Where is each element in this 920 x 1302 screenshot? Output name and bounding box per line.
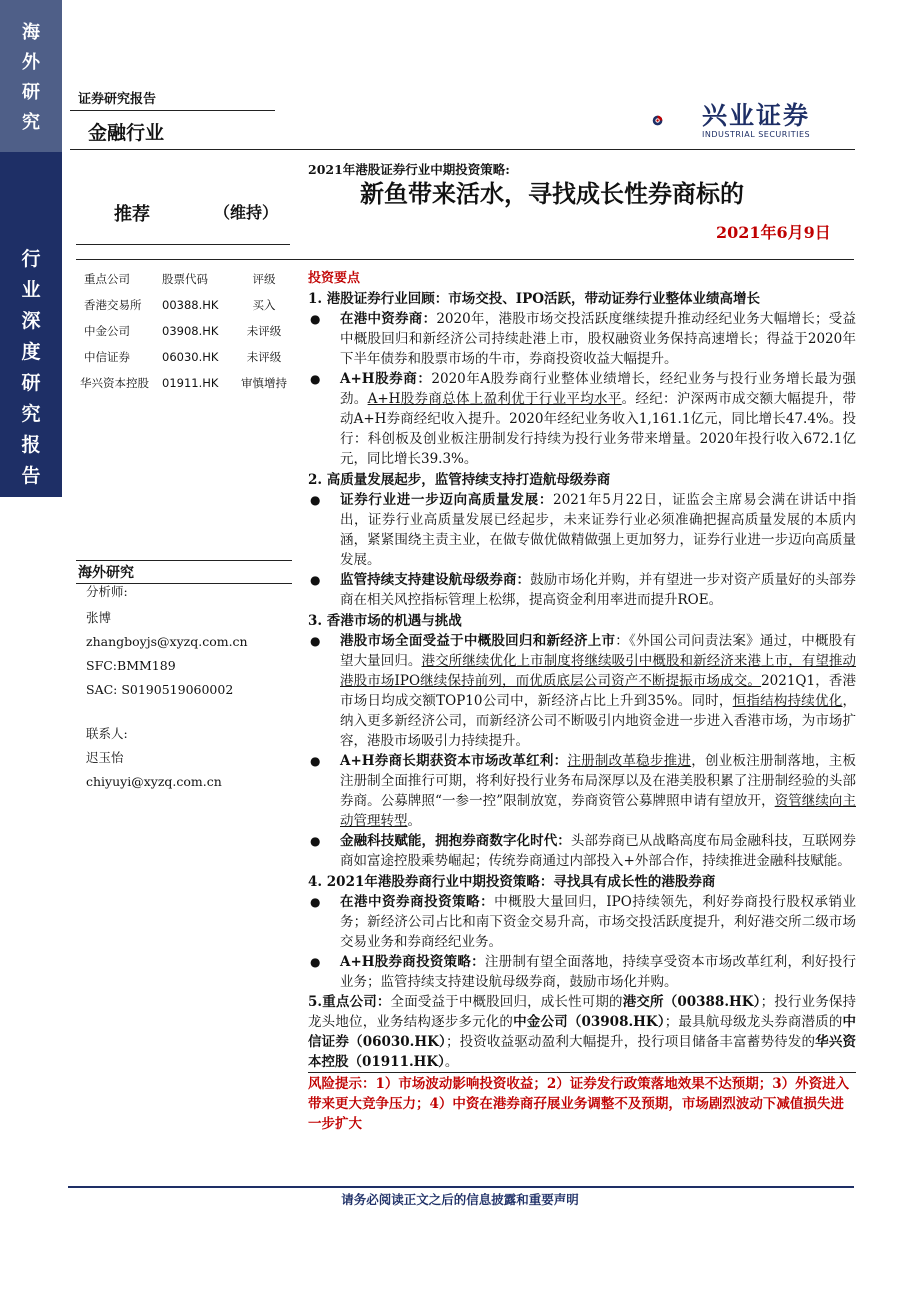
bullet-text: 2020年A股券商行业整体业绩增长，经纪业务与投行业务增长最为强劲。 <box>340 371 856 407</box>
sidebar-char: 研 <box>21 372 41 394</box>
bullet-text: 2020年，港股市场交投活跃度继续提升推动经纪业务大幅增长；受益中概股回归和新经济公司持续赴港上市，股权融资业务保持高速增长；得益于2020年下半年债券和股票市场的牛市，券商投资收益大幅提升。 <box>340 311 856 367</box>
bullet-text: 。经纪：沪深两市成交额大幅提升，带动A+H券商经纪收入提升。2020年经纪业务收入1,161.1亿元，同比增长47.4%。投行：科创板及创业板注册制发行持续为投行业务带来增量。2020年投行收入672.1亿元，同比增长39.3%。 <box>340 391 856 467</box>
logo-name: 兴业证券 <box>702 101 811 130</box>
stock-code: 03908.HK <box>162 324 219 338</box>
bullet-text: 注册制有望全面落地，持续享受资本市场改革红利，利好投行业务；监管持续支持建设航母级券商，鼓励市场化并购。 <box>340 954 856 990</box>
section-4-title: 4. 2021年港股券商行业中期投资策略：寻找具有成长性的港股券商 <box>308 874 716 890</box>
company-highlight: 中金公司（03908.HK） <box>513 1014 665 1030</box>
company-highlight: 华兴资本控股（01911.HK） <box>308 1034 857 1070</box>
stock-code: 01911.HK <box>162 376 219 390</box>
stock-code: 06030.HK <box>162 350 219 364</box>
bullet-item <box>308 831 856 871</box>
rating: 推荐 <box>114 204 150 225</box>
footer-rule <box>68 1186 854 1188</box>
company-name: 香港交易所 <box>84 298 142 312</box>
header-bottom-rule <box>70 149 855 150</box>
contact-name: 迟玉怡 <box>86 750 124 765</box>
bullet-underlined-text: 恒指结构持续优化 <box>732 693 843 709</box>
bullet-lead: 金融科技赋能，拥抱券商数字化时代： <box>340 833 571 849</box>
bullet-lead: A+H股券商投资策略： <box>340 954 485 970</box>
contact-label: 联系人: <box>86 726 128 741</box>
bullet-item <box>308 952 856 992</box>
stock-code: 00388.HK <box>162 298 219 312</box>
sidebar-char: 研 <box>22 82 40 103</box>
bullet-underlined-text: 注册制改革稳步推进 <box>567 753 692 769</box>
sidebar-char: 度 <box>21 341 41 363</box>
paragraph-text: ；投行业务保持龙头地位，业务结构逐步多元化的 <box>308 994 857 1030</box>
company-rating: 审慎增持 <box>241 376 287 390</box>
overseas-research-title: 海外研究 <box>76 560 292 584</box>
company-name: 华兴资本控股 <box>80 376 149 390</box>
bullet-text: 头部券商已从战略高度布局金融科技，互联网券商如富途控股乘势崛起；传统券商通过内部投入+外部合作，持续推进金融科技赋能。 <box>340 833 857 869</box>
company-rating: 买入 <box>252 298 276 312</box>
company-name: 中金公司 <box>84 324 130 338</box>
company-name: 中信证券 <box>84 350 130 364</box>
sidebar-char: 行 <box>21 248 41 270</box>
table-header-cell: 评级 <box>252 272 276 286</box>
bullet-text: 2021Q1，香港市场日均成交额TOP10公司中，新经济占比上升到35%。同时， <box>340 673 857 709</box>
paragraph-text: 全面受益于中概股回归，成长性可期的 <box>390 994 623 1010</box>
table-header-row <box>78 266 290 292</box>
sidebar-char: 究 <box>22 112 40 133</box>
bullet-underlined-text: 港交所继续优化上市制度将继续吸引中概股和新经济来港上市，有望推动港股市场IPO继续保持前列，而优质底层公司资产不断提振市场成交。 <box>340 653 857 689</box>
bullet-text: 中概股大量回归，IPO持续领先，利好券商投行股权承销业务；新经济公司占比和南下资金交易升高，市场交投活跃度提升，利好港交所二级市场交易业务和券商经纪业务。 <box>340 894 857 950</box>
company-rating: 未评级 <box>246 350 282 364</box>
paragraph-lead: 5.重点公司： <box>308 994 391 1010</box>
bullet-text: 鼓励市场化并购，并有望进一步对资产质量好的头部券商在相关风控指标管理上松绑，提高资金利用率进而提升ROE。 <box>340 572 857 608</box>
analyst-name: 张博 <box>86 610 112 625</box>
key-companies-paragraph <box>308 992 856 1072</box>
bullet-item <box>308 309 856 369</box>
table-row <box>78 344 290 370</box>
section-2-title: 2. 高质量发展起步，监管持续支持打造航母级券商 <box>308 472 611 488</box>
bullet-item <box>308 570 856 610</box>
report-subtitle: 2021年港股证券行业中期投资策略: <box>308 162 510 177</box>
report-title: 新鱼带来活水，寻找成长性券商标的 <box>360 180 744 208</box>
bullet-text: ：《外国公司问责法案》通过，中概股有望大量回归。 <box>340 633 857 669</box>
bullet-item <box>308 751 856 831</box>
table-row <box>78 370 290 396</box>
table-header-cell: 重点公司 <box>84 272 130 286</box>
sidebar-char: 业 <box>21 279 41 301</box>
bullet-lead: A+H股券商： <box>340 371 432 387</box>
sidebar-mid-label <box>0 244 62 492</box>
risk-warning: 风险提示：1）市场波动影响投资收益；2）证券发行政策落地效果不达预期；3）外资进入带来更大竞争压力；4）中资在港券商孖展业务调整不及预期，市场剧烈波动下减值损失进一步扩大 <box>308 1072 856 1134</box>
sidebar-top-label <box>0 18 62 138</box>
date-rule <box>76 259 854 260</box>
sidebar-char: 报 <box>21 434 41 456</box>
key-points-heading: 投资要点 <box>308 271 361 286</box>
bullet-lead: 在港中资券商： <box>340 311 437 327</box>
bullet-lead: 证券行业进一步迈向高质量发展： <box>340 492 554 508</box>
bullet-item <box>308 490 856 570</box>
paragraph-text: ；投资收益驱动盈利大幅提升，投行项目储备丰富蓄势待发的 <box>445 1034 816 1050</box>
bullet-underlined-text: A+H股券商总体上盈利优于行业平均水平 <box>367 391 622 407</box>
section-3-title: 3. 香港市场的机遇与挑战 <box>308 613 462 629</box>
bullet-underlined-text: 资管继续向主动管理转型 <box>340 793 856 829</box>
bullet-lead: A+H券商长期获资本市场改革红利： <box>340 753 568 769</box>
bullet-lead: 港股市场全面受益于中概股回归和新经济上市 <box>340 633 616 649</box>
rating-status: （维持） <box>214 203 279 222</box>
bullet-item <box>308 892 856 952</box>
company-logo <box>652 96 698 146</box>
sidebar-char: 海 <box>22 22 40 43</box>
paragraph-text: ；最具航母级龙头券商潜质的 <box>664 1014 843 1030</box>
key-companies-table <box>78 266 290 396</box>
footer-disclaimer: 请务必阅读正文之后的信息披露和重要声明 <box>341 1192 579 1207</box>
report-date: 2021年6月9日 <box>716 223 831 242</box>
analyst-email[interactable]: zhangboyjs@xyzq.com.cn <box>86 634 248 649</box>
industry-name: 金融行业 <box>88 122 165 144</box>
table-header-cell: 股票代码 <box>162 272 208 286</box>
section-1-title: 1. 港股证券行业回顾：市场交投、IPO活跃，带动证券行业整体业绩高增长 <box>308 291 761 307</box>
sidebar-char: 外 <box>22 52 40 73</box>
rating-rule <box>76 244 290 245</box>
sidebar-char: 告 <box>21 465 41 487</box>
bullet-text: ，创业板注册制落地，主板注册制全面推行可期，将利好投行业务布局深厚以及在港美股积累了注册制经验的头部券商。公募牌照“一参一控”限制放宽，券商资管公募牌照申请有望放开， <box>340 753 857 809</box>
sidebar <box>0 0 62 1302</box>
bullet-lead: 在港中资券商投资策略： <box>340 894 495 910</box>
bullet-item <box>308 369 856 469</box>
table-row <box>78 318 290 344</box>
header-rule <box>70 110 275 111</box>
report-type: 证券研究报告 <box>78 92 157 107</box>
analyst-sfc: SFC:BMM189 <box>86 658 176 673</box>
bullet-text: 。 <box>407 813 421 829</box>
company-highlight: 中信证券（06030.HK） <box>308 1014 857 1050</box>
company-highlight: 港交所（00388.HK） <box>622 994 761 1010</box>
logo-subtitle: INDUSTRIAL SECURITIES <box>702 130 811 139</box>
report-body <box>308 270 856 1134</box>
bullet-text: 2021年5月22日，证监会主席易会满在讲话中指出，证券行业高质量发展已经起步，未来证券行业必须准确把握高质量发展的本质内涵，紧紧围绕主责主业，在做专做优做精做强上更加努力，证券行业进一步迈向高质量发展。 <box>340 492 857 568</box>
company-rating: 未评级 <box>246 324 282 338</box>
contact-email[interactable]: chiyuyi@xyzq.com.cn <box>86 774 222 789</box>
analyst-label: 分析师: <box>86 584 128 599</box>
bullet-text: ，纳入更多新经济公司，而新经济公司不断吸引内地资金进一步进入香港市场，为市场扩容，港股市场吸引力持续提升。 <box>340 693 856 749</box>
bullet-item <box>308 631 856 751</box>
sidebar-char: 究 <box>21 403 41 425</box>
paragraph-text: 。 <box>444 1054 459 1070</box>
table-row <box>78 292 290 318</box>
analyst-sac: SAC: S0190519060002 <box>86 682 234 697</box>
bullet-lead: 监管持续支持建设航母级券商： <box>340 572 531 588</box>
sidebar-char: 深 <box>21 310 41 332</box>
